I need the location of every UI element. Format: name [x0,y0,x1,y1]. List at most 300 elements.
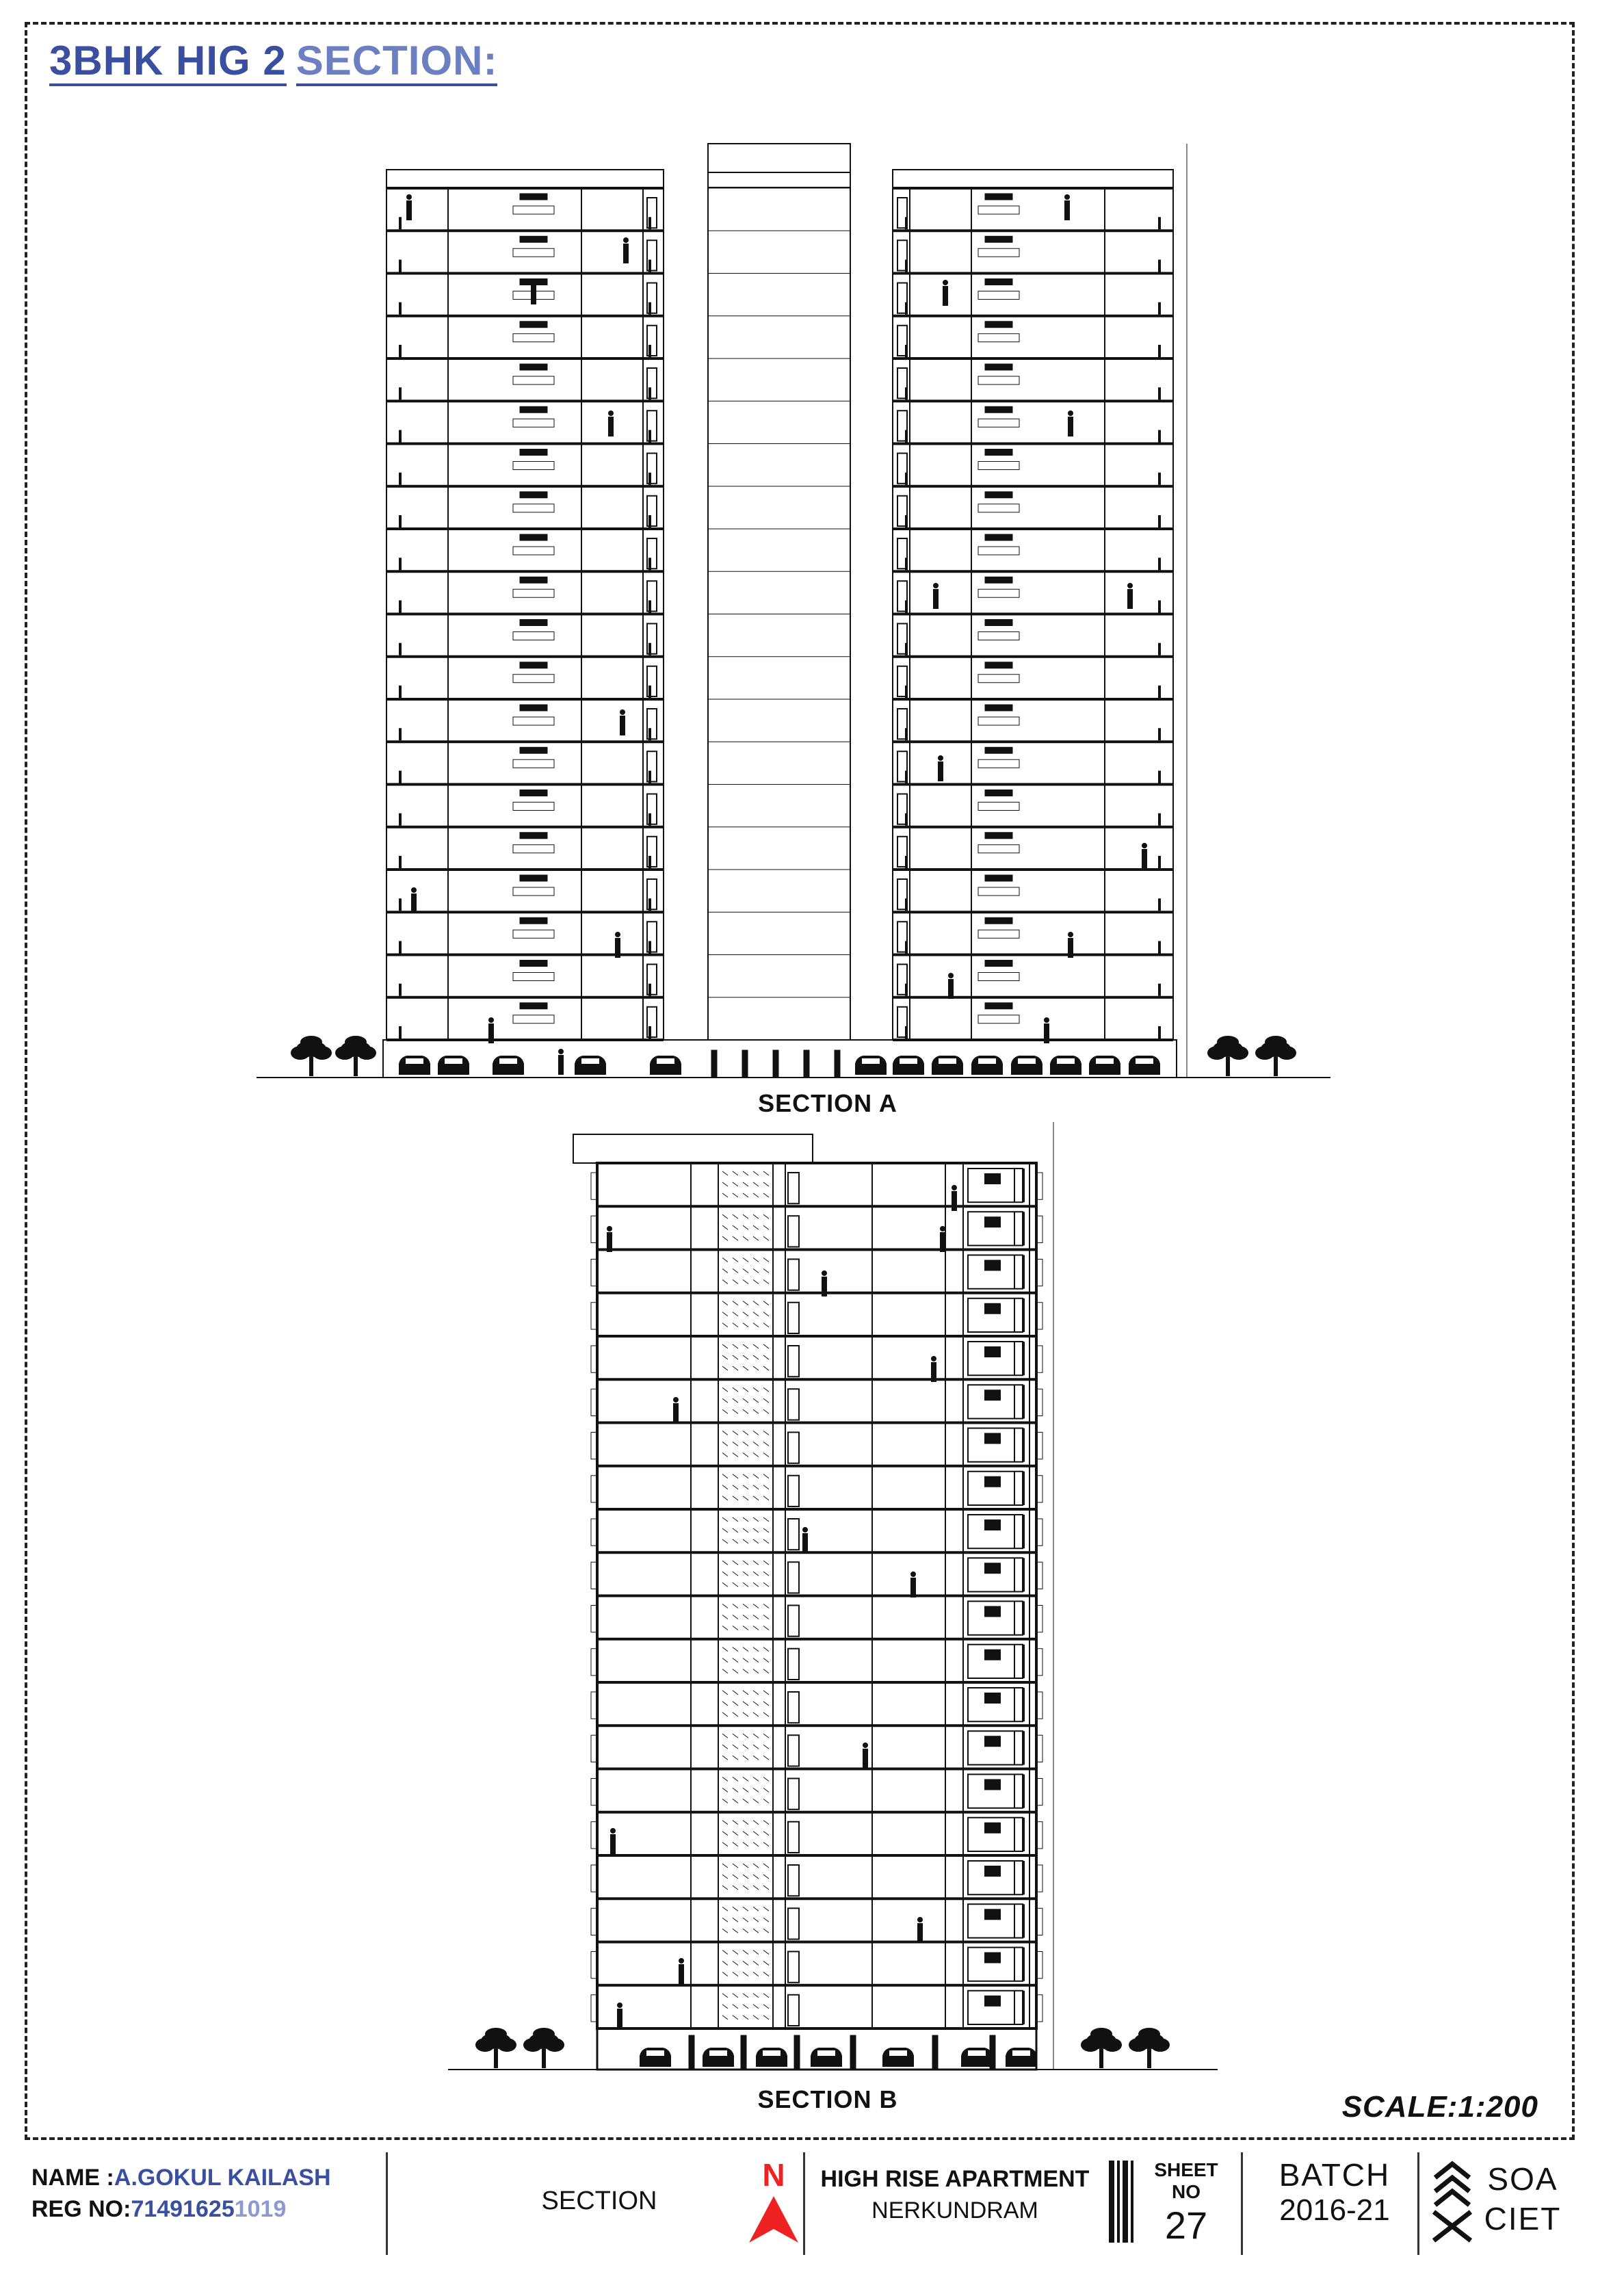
furniture [513,504,554,512]
hatch-mark [753,1323,759,1327]
divider [1417,2152,1419,2255]
balcony-furniture [985,1434,1000,1444]
hatch-mark [763,1355,769,1359]
person-icon [1142,843,1147,869]
hatch-mark [753,1929,759,1933]
hatch-mark [743,1864,748,1868]
hatch-mark [733,1918,738,1922]
hatch-mark [733,1745,738,1749]
hatch-mark [743,1344,748,1348]
hatch-mark [753,1821,759,1825]
batch-years: 2016-21 [1279,2193,1390,2227]
hatch-mark [763,1517,769,1522]
furniture [978,291,1019,300]
hatch-mark [733,1225,738,1229]
balcony-furniture [985,1866,1000,1876]
furniture [985,534,1012,540]
furniture [985,449,1012,456]
hatch-mark [763,1799,769,1803]
hatch-mark [743,1398,748,1403]
hatch-mark [733,1528,738,1532]
hatch-mark [753,1886,759,1890]
car-icon [932,1056,963,1075]
reg-label: REG NO: [31,2196,131,2222]
furniture [985,833,1012,839]
hatch-mark [722,1344,728,1348]
hatch-mark [753,1582,759,1587]
roof-parapet [386,170,664,189]
hatch-mark [753,1669,759,1673]
furniture [985,577,1012,583]
hatch-mark [733,1972,738,1977]
door [788,1562,799,1593]
hatch-mark [722,1821,728,1825]
hatch-mark [753,1571,759,1576]
furniture [978,973,1019,981]
hatch-mark [733,1626,738,1630]
hatch-mark [733,1582,738,1587]
hatch-mark [753,1918,759,1922]
furniture [985,194,1012,200]
hatch-mark [733,1886,738,1890]
project-location: NERKUNDRAM [871,2197,1038,2223]
balcony-furniture [985,1780,1000,1790]
hatch-mark [763,1561,769,1565]
hatch-mark [753,1171,759,1175]
hatch-mark [743,1269,748,1273]
hatch-mark [733,1474,738,1478]
hatch-mark [763,1734,769,1738]
hatch-mark [753,1691,759,1695]
hatch-mark [733,1236,738,1240]
hatch-mark [722,1453,728,1457]
furniture [978,419,1019,427]
hatch-mark [743,1658,748,1662]
balcony-furniture [985,1909,1000,1919]
hatch-mark [722,1398,728,1403]
hatch-mark [743,1929,748,1933]
hatch-mark [743,1171,748,1175]
furniture [978,759,1019,768]
hatch-mark [722,1517,728,1522]
hatch-mark [733,1734,738,1738]
hatch-mark [743,1886,748,1890]
hatch-mark [743,1994,748,1998]
hatch-mark [753,1972,759,1977]
balcony-furniture [985,1217,1000,1227]
hatch-mark [743,1182,748,1186]
hatch-mark [763,1485,769,1489]
divider [386,2152,388,2255]
hatch-mark [733,1907,738,1911]
hatch-mark [753,1280,759,1284]
hatch-mark [753,1182,759,1186]
hatch-mark [743,1453,748,1457]
hatch-mark [753,1225,759,1229]
furniture [513,206,554,214]
hatch-mark [763,1312,769,1316]
title-block [25,2140,1575,2265]
hatch-mark [763,1496,769,1500]
hatch-mark [722,1528,728,1532]
hatch-mark [743,1517,748,1522]
pier [850,2035,856,2070]
hatch-mark [743,1961,748,1966]
hatch-mark [722,1669,728,1673]
drawing-name: SECTION [541,2187,657,2215]
hatch-mark [733,1756,738,1760]
door [788,1216,799,1247]
furniture [513,547,554,555]
hatch-mark [733,1951,738,1955]
hatch-mark [763,1366,769,1370]
hatch-mark [763,1658,769,1662]
furniture [985,1003,1012,1009]
hatch-mark [753,1701,759,1706]
hatch-mark [763,1236,769,1240]
hatch-mark [763,1323,769,1327]
hatch-mark [722,1496,728,1500]
balcony-furniture [985,1607,1000,1617]
balcony-furniture [985,1304,1000,1314]
project-name: HIGH RISE APARTMENT [820,2166,1090,2192]
hatch-mark [722,1972,728,1977]
furniture [513,759,554,768]
person-icon [1068,410,1073,436]
hatch-mark [743,1496,748,1500]
hatch-mark [733,1712,738,1717]
pier [742,1050,748,1078]
hatch-mark [753,1344,759,1348]
furniture [513,632,554,640]
hatch-mark [722,1561,728,1565]
hatch-mark [743,1745,748,1749]
furniture [520,833,547,839]
pier [689,2035,694,2070]
furniture [513,803,554,811]
car-icon [1006,2048,1037,2067]
hatch-mark [753,1561,759,1565]
hatch-mark [722,1571,728,1576]
hatch-mark [763,1398,769,1403]
person-icon [1064,194,1070,220]
hatch-mark [753,1951,759,1955]
hatch-mark [753,1994,759,1998]
hatch-mark [733,1301,738,1305]
furniture [978,930,1019,938]
person-icon [943,280,948,306]
hatch-mark [763,1756,769,1760]
hatch-mark [753,1258,759,1262]
hatch-mark [733,1171,738,1175]
hatch-mark [743,2015,748,2020]
car-icon [855,1056,887,1075]
door [788,1908,799,1939]
hatch-mark [722,1431,728,1435]
hatch-mark [763,1777,769,1782]
hatch-mark [763,1344,769,1348]
furniture [978,1015,1019,1023]
hatch-mark [743,1842,748,1847]
hatch-mark [753,1788,759,1792]
hatch-mark [743,1485,748,1489]
person-icon [1127,583,1133,609]
hatch-mark [733,1669,738,1673]
hatch-mark [753,1777,759,1782]
person-icon [910,1571,916,1597]
hatch-mark [763,1994,769,1998]
hatch-mark [743,1442,748,1446]
hatch-mark [753,1539,759,1543]
furniture [520,364,547,370]
furniture [520,705,547,711]
car-icon [893,1056,924,1075]
person-icon [623,237,629,263]
hatch-mark [753,1875,759,1879]
hatch-mark [722,1355,728,1359]
hatch-mark [722,1712,728,1717]
hatch-mark [763,1604,769,1608]
hatch-mark [763,1442,769,1446]
car-icon [882,2048,914,2067]
hatch-mark [733,1842,738,1847]
hatch-mark [753,1626,759,1630]
furniture [520,534,547,540]
hatch-mark [722,1225,728,1229]
hatch-mark [763,1387,769,1392]
door [788,1260,799,1290]
reg-value-light: 1019 [234,2196,287,2222]
hatch-mark [753,1496,759,1500]
name-label: NAME : [31,2165,114,2191]
hatch-mark [722,1864,728,1868]
hatch-mark [753,1658,759,1662]
person-icon [673,1397,679,1423]
door [788,1433,799,1463]
hatch-mark [763,1171,769,1175]
furniture [978,547,1019,555]
hatch-mark [763,1961,769,1966]
hatch-mark [753,1398,759,1403]
hatch-mark [753,1615,759,1619]
roof-block [573,1134,813,1163]
hatch-mark [722,1734,728,1738]
hatch-mark [733,1409,738,1413]
person-icon [679,1958,684,1984]
hatch-mark [743,1647,748,1652]
hatch-mark [733,1831,738,1836]
door [788,1649,799,1680]
person-icon [607,1226,612,1252]
car-icon [811,2048,842,2067]
hatch-mark [743,1788,748,1792]
furniture [520,917,547,924]
hatch-mark [722,2015,728,2020]
hatch-mark [733,1398,738,1403]
balcony-furniture [985,1650,1000,1660]
sheet-label: SHEET NO [1154,2159,1218,2202]
hatch-mark [743,1799,748,1803]
hatch-mark [753,2005,759,2009]
person-icon [1068,932,1073,958]
reg-value: 71491625 [131,2196,235,2222]
hatch-mark [733,1604,738,1608]
person-icon [617,2003,622,2028]
hatch-mark [763,1301,769,1305]
hatch-mark [753,1604,759,1608]
hatch-mark [733,1344,738,1348]
hatch-mark [743,1712,748,1717]
furniture [513,887,554,896]
hatch-mark [722,1777,728,1782]
balcony-furniture [985,1693,1000,1703]
hatch-mark [763,1821,769,1825]
car-icon [1089,1056,1120,1075]
sheet-number-box [1138,2147,1234,2256]
hatch-mark [753,1453,759,1457]
hatch-mark [722,1907,728,1911]
hatch-mark [733,1355,738,1359]
hatch-mark [763,1626,769,1630]
door [788,1606,799,1636]
hatch-mark [763,1831,769,1836]
hatch-mark [722,1193,728,1197]
balcony-furniture [985,1736,1000,1746]
furniture [520,577,547,583]
furniture [985,364,1012,370]
hatch-mark [743,1528,748,1532]
person-icon [940,1226,945,1252]
hatch-mark [733,1387,738,1392]
hatch-mark [763,1647,769,1652]
hatch-mark [763,1701,769,1706]
furniture [513,675,554,683]
school-line1: SOA [1487,2161,1558,2197]
hatch-mark [743,1875,748,1879]
section-b-caption: SECTION B [757,2085,898,2113]
furniture [985,961,1012,967]
balcony-furniture [985,1347,1000,1357]
pier [932,2035,938,2070]
car-icon [1129,1056,1160,1075]
pier [990,2035,995,2070]
hatch-mark [743,1615,748,1619]
person-icon [938,755,943,781]
person-icon [802,1527,808,1553]
furniture [978,675,1019,683]
pier [773,1050,778,1078]
hatch-mark [733,1312,738,1316]
furniture [985,492,1012,498]
door [788,1519,799,1550]
hatch-mark [733,1571,738,1576]
tree-icon [1129,2028,1170,2068]
hatch-mark [743,1258,748,1262]
hatch-mark [733,1864,738,1868]
person-icon [948,973,954,999]
hatch-mark [763,1453,769,1457]
hatch-mark [743,1214,748,1218]
furniture [978,845,1019,853]
person-icon [1044,1017,1049,1043]
hatch-mark [733,1561,738,1565]
hatch-mark [753,1961,759,1966]
hatch-mark [753,1528,759,1532]
door [788,1389,799,1420]
car-icon [438,1056,469,1075]
hatch-mark [733,1701,738,1706]
furniture [978,589,1019,597]
title-part1: 3BHK HIG 2 [49,38,287,86]
car-icon [1011,1056,1042,1075]
person-icon [822,1270,827,1296]
hatch-mark [733,1658,738,1662]
balcony-furniture [985,1477,1000,1487]
hatch-mark [763,1474,769,1478]
hatch-mark [733,1517,738,1522]
hatch-mark [733,1182,738,1186]
hatch-mark [753,1907,759,1911]
hatch-mark [733,1615,738,1619]
furniture [513,376,554,384]
door [788,1735,799,1766]
hatch-mark [733,1875,738,1879]
balcony-furniture [985,1390,1000,1400]
door [788,1822,799,1853]
hatch-mark [743,1225,748,1229]
hatch-mark [753,1712,759,1717]
hatch-mark [722,1615,728,1619]
hatch-mark [733,1214,738,1218]
car-icon [493,1056,524,1075]
car-icon [650,1056,681,1075]
furniture [513,845,554,853]
hatch-mark [743,1604,748,1608]
hatch-mark [763,1669,769,1673]
hatch-mark [733,1453,738,1457]
balcony-furniture [985,1823,1000,1833]
hatch-mark [722,1929,728,1933]
hatch-mark [722,1539,728,1543]
north-letter: N [762,2157,785,2193]
person-icon [558,1049,564,1075]
car-icon [1050,1056,1081,1075]
tree-icon [1207,1036,1248,1076]
hatch-mark [722,1301,728,1305]
furniture [520,236,547,242]
furniture [520,1003,547,1009]
car-icon [756,2048,787,2067]
furniture [985,236,1012,242]
hatch-mark [722,1323,728,1327]
hatch-mark [733,1539,738,1543]
door [788,1952,799,1983]
hatch-mark [722,1918,728,1922]
hatch-mark [763,1875,769,1879]
hatch-mark [763,1280,769,1284]
hatch-mark [753,1409,759,1413]
furniture [520,194,547,200]
hatch-mark [733,1496,738,1500]
soa-logo-icon [1428,2147,1476,2256]
furniture [978,632,1019,640]
title-part2: SECTION: [296,38,498,86]
furniture [978,206,1019,214]
hatch-mark [753,1756,759,1760]
furniture [520,662,547,668]
name-value: A.GOKUL KAILASH [114,2165,331,2191]
scale-label: SCALE:1:200 [1341,2090,1538,2124]
